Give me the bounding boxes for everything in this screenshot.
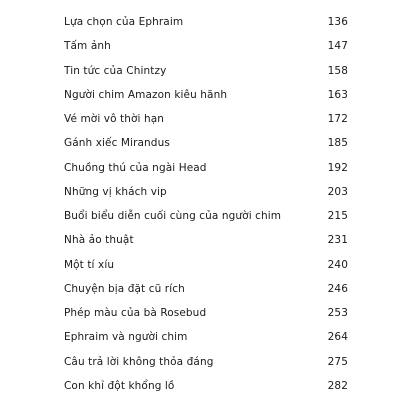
toc-entry-page: 246	[327, 282, 348, 295]
toc-entry-title: Chuồng thú của ngài Head	[64, 161, 207, 174]
toc-entry	[64, 83, 348, 107]
table-of-contents	[64, 10, 348, 398]
cut-off-previous-line	[64, 0, 124, 4]
toc-entry	[64, 253, 348, 277]
toc-entry	[64, 277, 348, 301]
toc-entry-page: 163	[327, 88, 348, 101]
toc-entry-page: 185	[327, 137, 348, 150]
toc-entry-page: 264	[327, 331, 348, 344]
toc-entry	[64, 374, 348, 398]
toc-entry-title: Phép màu của bà Rosebud	[64, 307, 207, 320]
toc-entry-page: 136	[327, 16, 348, 29]
toc-entry-title: Buổi biểu diễn cuối cùng của người chim	[64, 210, 282, 223]
toc-entry	[64, 131, 348, 155]
toc-entry-title: Nhà ảo thuật	[64, 234, 134, 247]
toc-entry	[64, 156, 348, 180]
toc-entry-title: Gánh xiếc Mirandus	[64, 137, 170, 150]
toc-entry	[64, 180, 348, 204]
toc-entry-page: 158	[327, 64, 348, 77]
toc-entry-page: 275	[327, 355, 348, 368]
toc-entry-title: Câu trả lời không thỏa đáng	[64, 355, 214, 368]
toc-entry-page: 203	[327, 185, 348, 198]
toc-entry-title: Ephraim và người chim	[64, 331, 188, 344]
toc-entry	[64, 34, 348, 58]
toc-entry-title: Vé mời vô thời hạn	[64, 113, 165, 126]
toc-entry-page: 172	[327, 113, 348, 126]
toc-entry-title: Chuyện bịa đặt cũ rích	[64, 282, 185, 295]
toc-entry-title: Những vị khách vip	[64, 185, 167, 198]
toc-entry	[64, 10, 348, 34]
toc-entry	[64, 107, 348, 131]
toc-entry	[64, 325, 348, 349]
toc-entry-page: 147	[327, 40, 348, 53]
toc-entry	[64, 350, 348, 374]
toc-entry-page: 253	[327, 307, 348, 320]
toc-entry	[64, 301, 348, 325]
toc-entry-page: 192	[327, 161, 348, 174]
toc-entry-title: Tin tức của Chintzy	[64, 64, 167, 77]
toc-entry	[64, 204, 348, 228]
toc-entry	[64, 228, 348, 252]
toc-entry-page: 282	[327, 379, 348, 392]
toc-entry-title: Con khỉ đột khổng lồ	[64, 379, 175, 392]
toc-entry	[64, 59, 348, 83]
toc-entry-title: Lựa chọn của Ephraim	[64, 16, 184, 29]
toc-entry-title: Một tí xíu	[64, 258, 115, 271]
toc-entry-page: 240	[327, 258, 348, 271]
toc-entry-page: 215	[327, 210, 348, 223]
toc-entry-title: Người chim Amazon kiêu hãnh	[64, 88, 228, 101]
toc-entry-title: Tấm ảnh	[64, 40, 111, 53]
toc-entry-page: 231	[327, 234, 348, 247]
